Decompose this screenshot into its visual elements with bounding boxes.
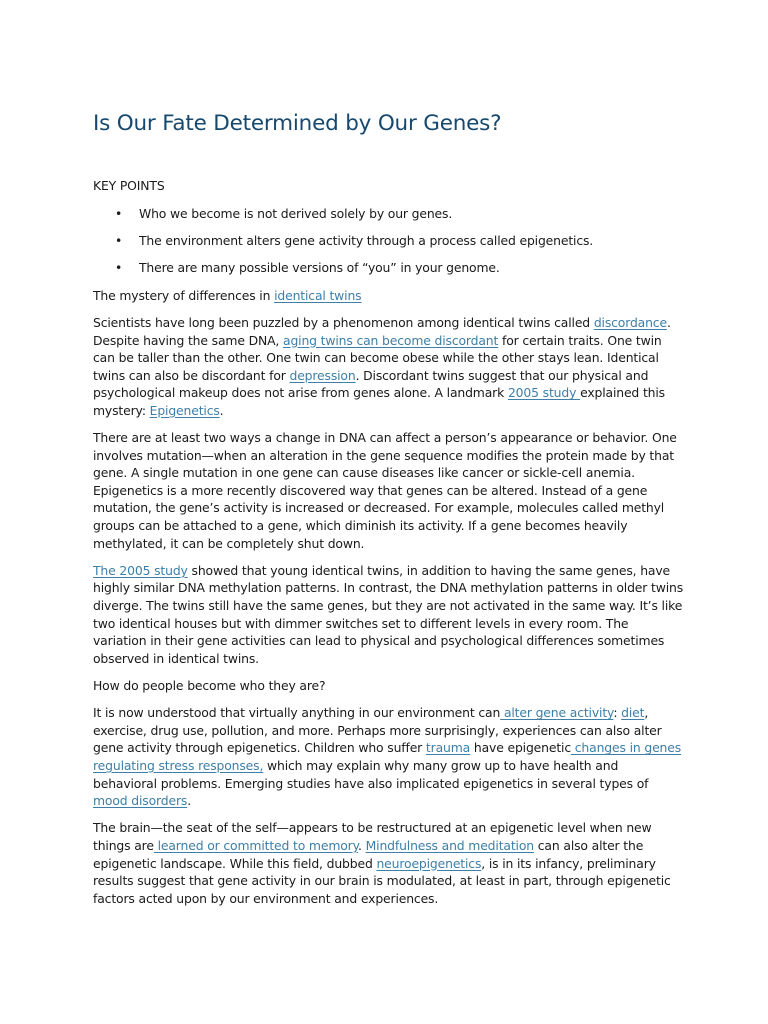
mindfulness-link[interactable]: Mindfulness and meditation [365,837,534,853]
diet-link[interactable]: diet [621,705,645,721]
neuroepigenetics-link[interactable]: neuroepigenetics [376,855,482,871]
key-points-list [93,205,683,277]
section-heading-twins: The mystery of differences in identical twins [93,287,362,303]
list-item: • There are many possible versions of “you” in your genome. [115,260,500,276]
article [93,110,683,917]
the-2005-study-link[interactable]: The 2005 study [93,562,188,578]
identical-twins-link[interactable]: identical twins [274,287,362,303]
bullet-icon: • [115,205,123,221]
paragraph-brain: The brain—the seat of the self—appears to be restructured at an epigenetic level when new things are learned or committed to memory. Mindfulness and meditation can also alter the epigenetic landscape. While this field, dubbed neuroepigenetics, is in its infancy, preliminary results suggest that gene activity in our brain is modulated, at least in part, through epigenetic factors acted upon by our environment and experiences. [93,820,671,906]
paragraph-mutation: There are at least two ways a change in DNA can affect a person’s appearance or behavior. One involves mutation—when an alteration in the gene sequence modifies the protein made by that gene. A single mutation in one gene can cause diseases like cancer or sickle-cell anemia. Epigenetics is a more recently discovered way that genes can be altered. Instead of a gene mutation, the gene’s activity is increased or decreased. For example, molecules called methyl groups can be attached to a gene, which diminish its activity. If a gene becomes heavily methylated, it can be completely shut down. [93,430,677,551]
memory-link[interactable]: learned or committed to memory [153,837,359,853]
list-item: • Who we become is not derived solely by our genes. [115,205,453,221]
discordance-link[interactable]: discordance [593,314,667,330]
key-points-label: KEY POINTS [93,178,165,193]
paragraph-methylation: The 2005 study showed that young identical twins, in addition to having the same genes, have highly similar DNA methylation patterns. In contrast, the DNA methylation patterns in older twins diverge. The twins still have the same genes, but they are not activated in the same way. It’s like two identical houses but with dimmer switches set to different levels in every room. The variation in their gene activities can lead to physical and psychological differences sometimes observed in identical twins. [93,562,684,666]
paragraph-environment: It is now understood that virtually anything in our environment can alter gene activity: diet, exercise, drug use, pollution, and more. Perhaps more surprisingly, experiences can also alter gene activity through epigenetics. Children who suffer trauma have epigenetic changes in genes regulating stress responses, which may explain why many grow up to have health and behavioral problems. Emerging studies have also implicated epigenetics in several types of mood disorders. [93,705,682,809]
paragraph-discordance: Scientists have long been puzzled by a phenomenon among identical twins called discordance. Despite having the same DNA, aging twins can become discordant for certain traits. One twin can be taller than the other. One twin can become obese while the other stays lean. Identical twins can also be discordant for depression. Discordant twins suggest that our physical and psychological makeup does not arise from genes alone. A landmark 2005 study explained this mystery: Epigenetics. [93,314,671,418]
mood-disorders-link[interactable]: mood disorders [93,793,188,809]
bullet-icon: • [115,260,123,276]
depression-link[interactable]: depression [289,367,356,383]
trauma-link[interactable]: trauma [425,740,471,756]
list-item: • The environment alters gene activity through a process called epigenetics. [115,232,594,248]
study-2005-link[interactable]: 2005 study [507,385,581,401]
stress-genes-link[interactable]: changes in genes regulating stress responses, [93,740,682,773]
epigenetics-link[interactable]: Epigenetics [149,402,220,418]
alter-gene-activity-link[interactable]: alter gene activity [500,705,614,721]
bullet-icon: • [115,232,123,248]
section-heading-who: How do people become who they are? [93,678,326,694]
page-title: Is Our Fate Determined by Our Genes? [93,111,502,136]
aging-twins-link[interactable]: aging twins can become discordant [283,332,499,348]
